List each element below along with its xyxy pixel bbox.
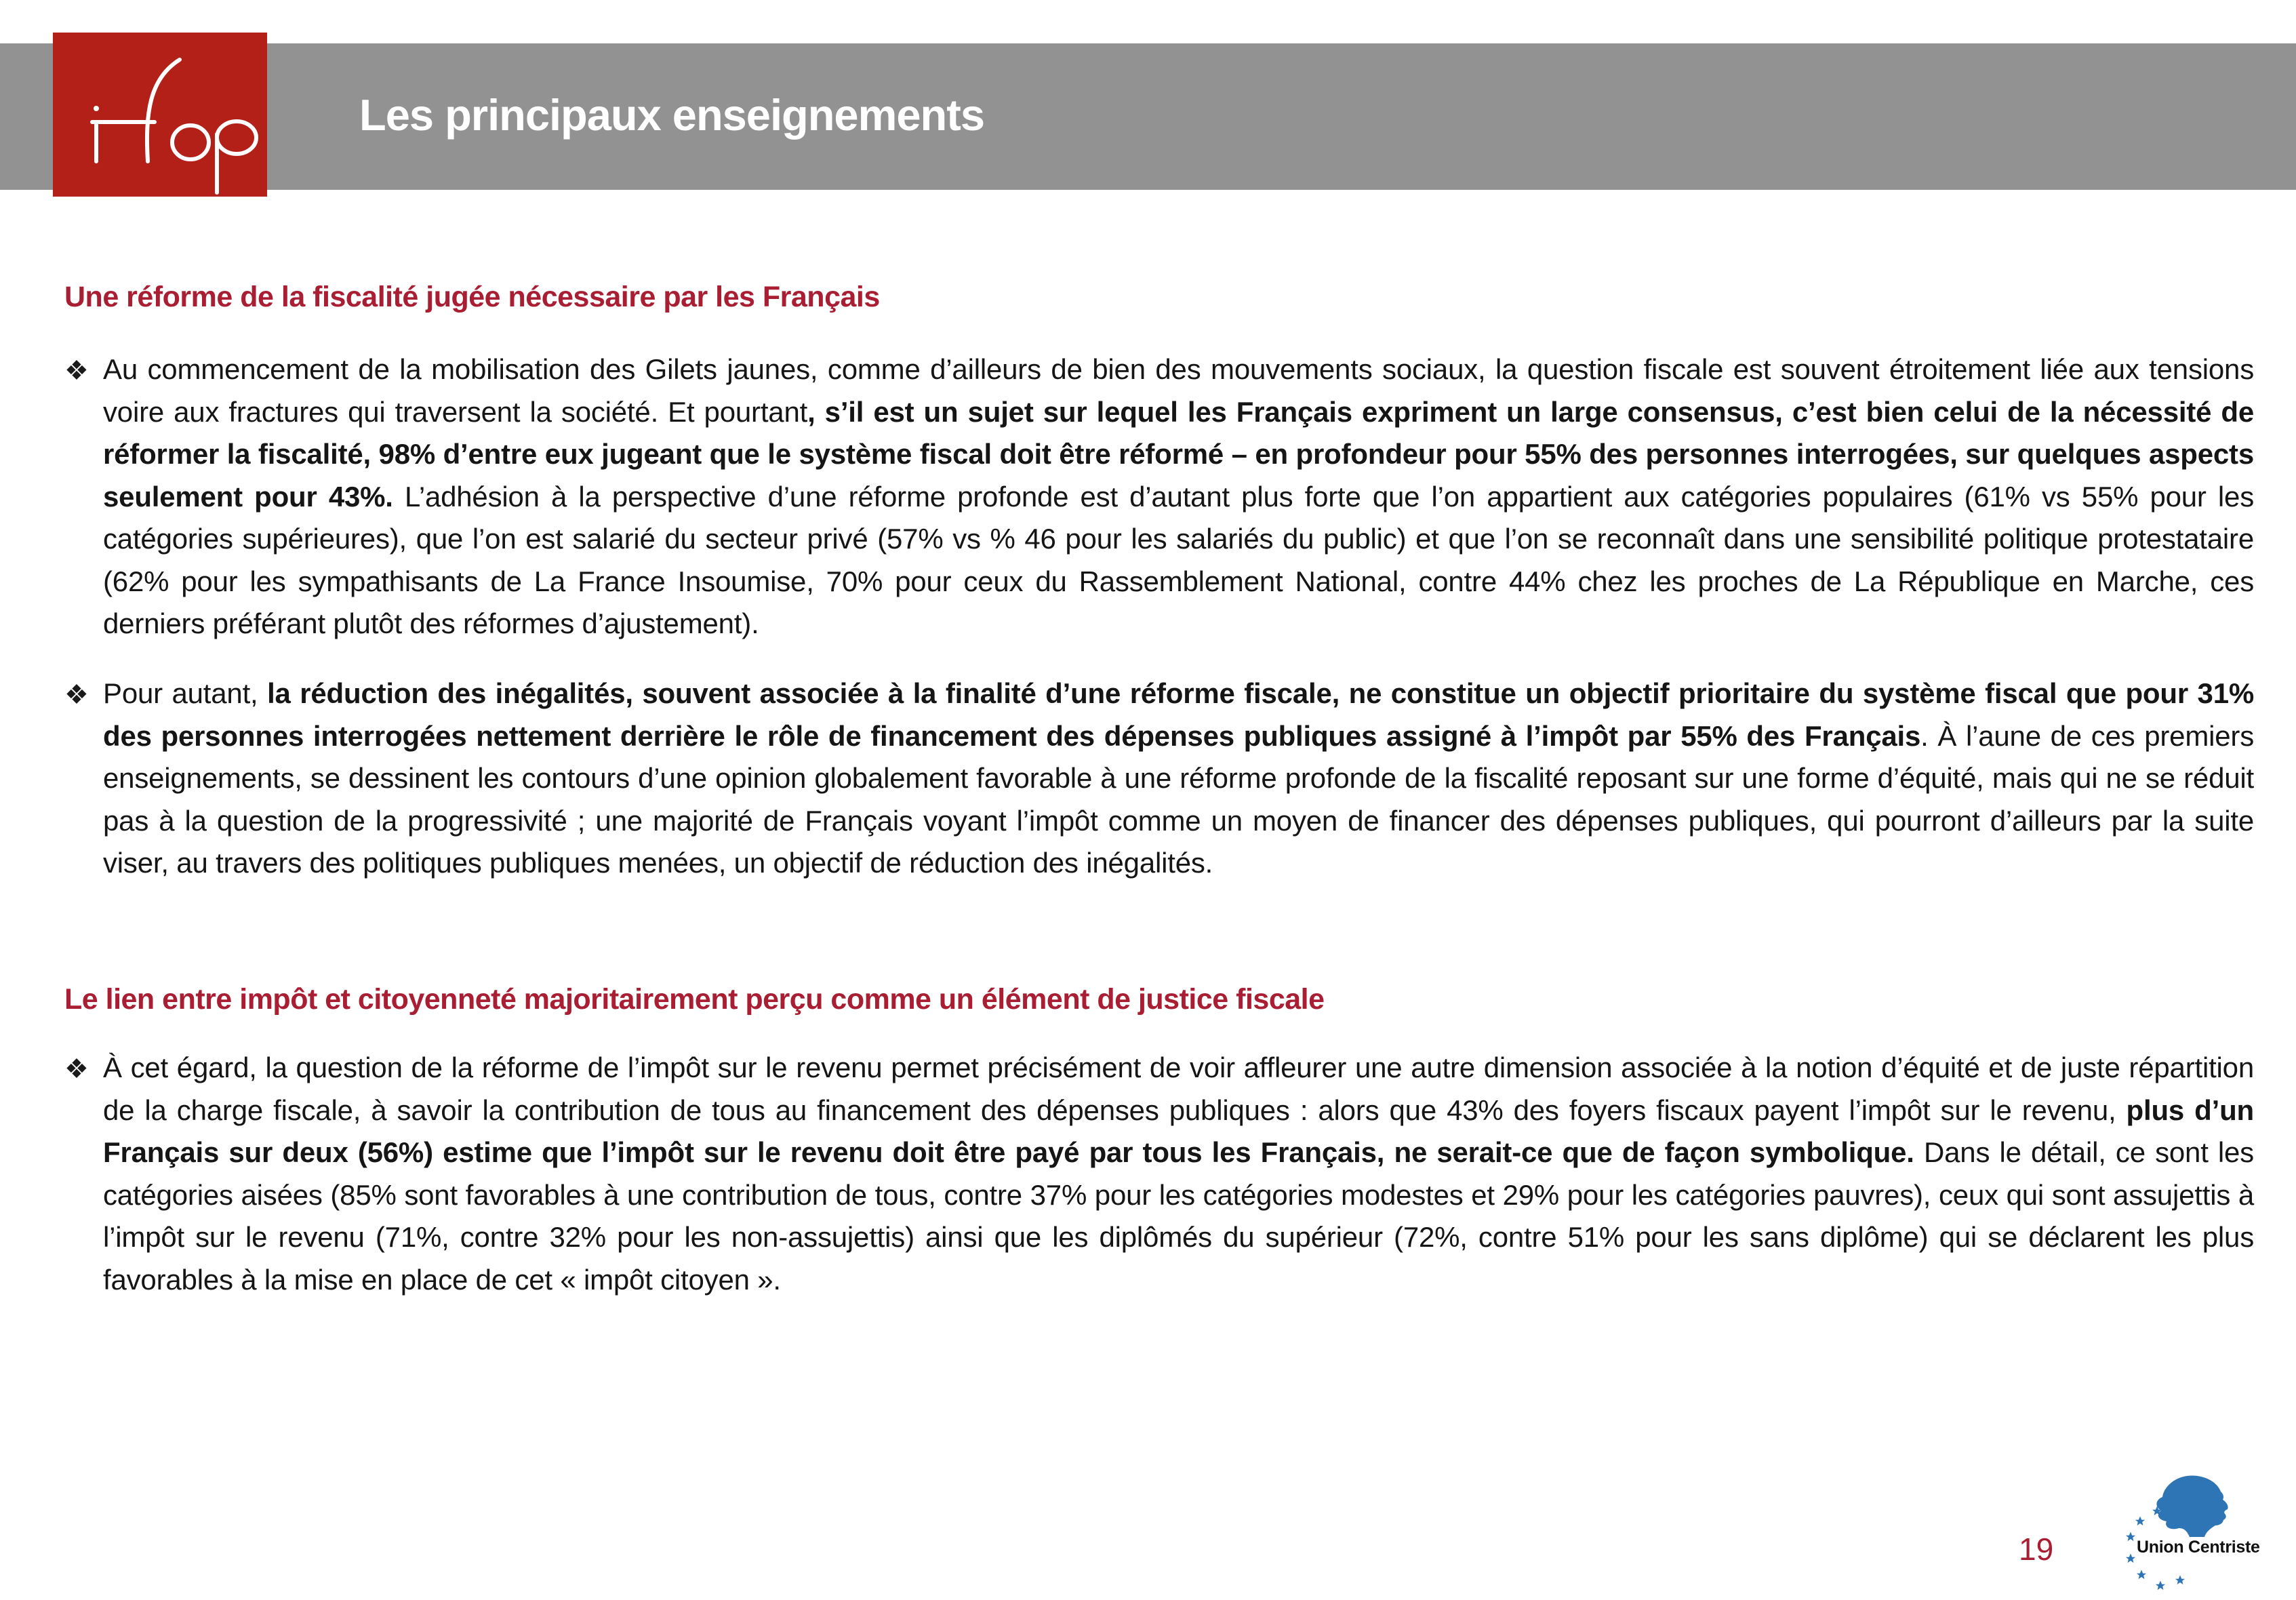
bullet-paragraph — [64, 348, 2254, 645]
page-number: 19 — [2019, 1532, 2054, 1567]
ifop-logo — [53, 33, 267, 197]
text-segment: À cet égard, la question de la réforme de l’impôt sur le revenu permet précisément de voir affleurer une autre dimension associée à la notion d’équité et de juste répartition de la charge fiscale, à savoir la contribution de tous au financement des dépenses publiques : alors que 43% des foyers fiscaux payent l’impôt sur le revenu, — [103, 1052, 2254, 1126]
text-segment: , s’il est un sujet sur lequel les Français expriment un large consensus, c’est bien celui de la nécessité de réformer la fiscalité, 98% d’entre eux jugeant que le système fiscal doit être réformé – en profondeur pour 55% des personnes interrogées, sur quelques aspects seulement pour 43%. — [103, 395, 2254, 513]
bullet-icon: ❖ — [64, 1054, 89, 1084]
union-centriste-logo — [2120, 1468, 2260, 1597]
ifop-logo-icon — [53, 33, 267, 197]
marianne-head-icon — [2120, 1468, 2260, 1597]
header-banner — [0, 43, 2296, 190]
text-segment: Dans le détail, ce sont les catégories aisées (85% sont favorables à une contribution de tous, contre 37% pour les catégories modestes et 29% pour les catégories pauvres), ceux qui sont assujettis à l’impôt sur le revenu (71%, contre 32% pour les non-assujettis) ainsi que les diplômés du supérieur (72%, contre 51% pour les sans diplôme) qui se déclarent les plus favorables à la mise en place de cet « impôt citoyen ». — [103, 1136, 2254, 1296]
union-centriste-caption: Union Centriste — [2137, 1538, 2260, 1557]
text-segment: . À l’aune de ces premiers enseignements, se dessinent les contours d’une opinion globalement favorable à une réforme profonde de la fiscalité reposant sur une forme d’équité, mais qui ne se réduit pas à la question de la progressivité ; une majorité de Français voyant l’impôt comme un moyen de financer des dépenses publiques, qui pourront d’ailleurs par la suite viser, au travers des politiques publiques menées, un objectif de réduction des inégalités. — [103, 719, 2254, 879]
text-segment: la réduction des inégalités, souvent associée à la finalité d’une réforme fiscale, ne constitue un objectif prioritaire du système fiscal que pour 31% des personnes interrogées nettement derrière le rôle de financement des dépenses publiques assigné à l’impôt par 55% des Français — [103, 677, 2254, 752]
bullet-icon: ❖ — [64, 680, 89, 710]
page-title: Les principaux enseignements — [359, 90, 985, 140]
bullet-paragraph — [64, 1047, 2254, 1301]
bullet-paragraph — [64, 673, 2254, 885]
text-segment: Au commencement de la mobilisation des Gilets jaunes, comme d’ailleurs de bien des mouvements sociaux, la question fiscale est souvent étroitement liée aux tensions voire aux fractures qui traversent la société. Et pourtant — [103, 353, 2254, 428]
section-heading-citoyennete: Le lien entre impôt et citoyenneté majoritairement perçu comme un élément de justice fiscale — [64, 983, 1325, 1016]
bullet-icon: ❖ — [64, 356, 89, 386]
text-segment: L’adhésion à la perspective d’une réforme profonde est d’autant plus forte que l’on appartient aux catégories populaires (61% vs 55% pour les catégories supérieures), que l’on est salarié du secteur privé (57% vs % 46 pour les salariés du public) et que l’on se reconnaît dans une sensibilité politique protestataire (62% pour les sympathisants de La France Insoumise, 70% pour ceux du Rassemblement National, contre 44% chez les proches de La République en Marche, ces derniers préférant plutôt des réformes d’ajustement). — [103, 480, 2254, 639]
text-segment: plus d’un Français sur deux (56%) estime que l’impôt sur le revenu doit être payé par tous les Français, ne serait-ce que de façon symbolique. — [103, 1094, 2255, 1168]
text-segment: Pour autant, — [103, 677, 268, 709]
section-heading-reforme: Une réforme de la fiscalité jugée nécessaire par les Français — [64, 281, 880, 313]
